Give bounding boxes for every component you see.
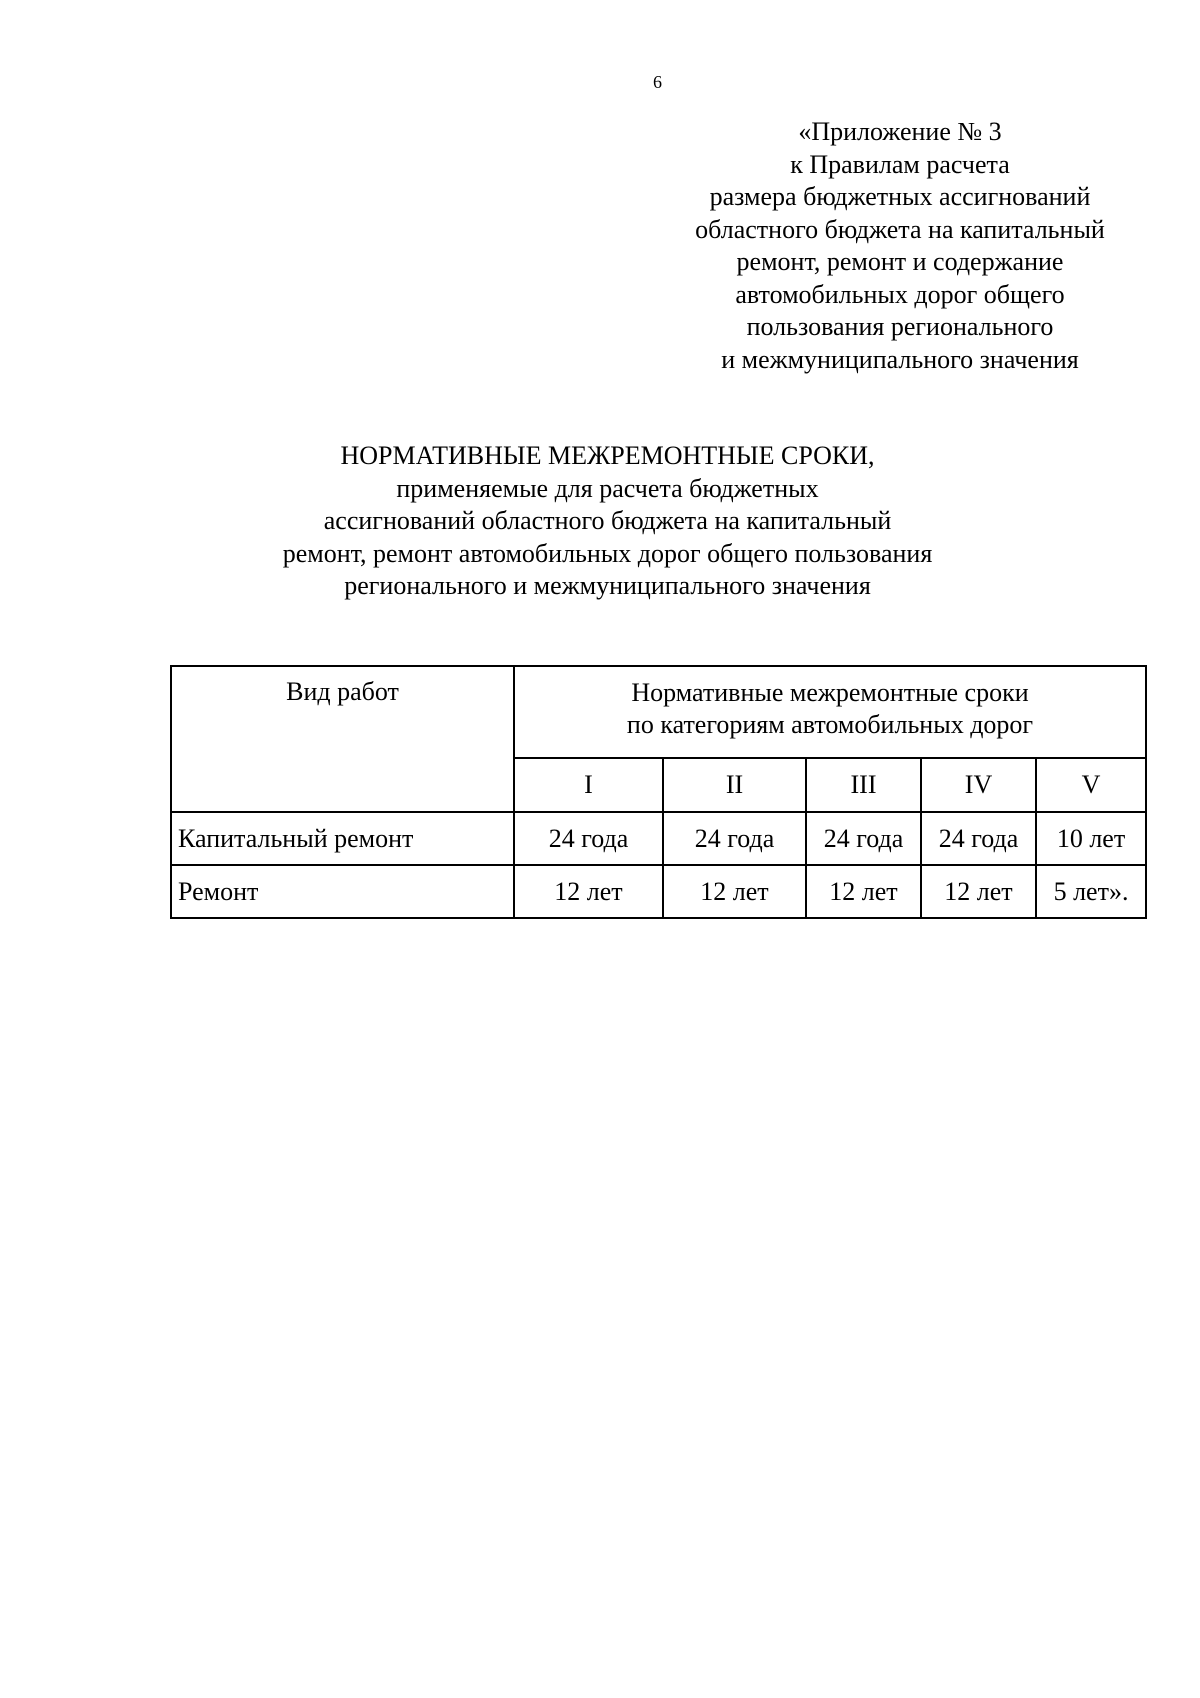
page-number: 6: [653, 72, 662, 92]
appendix-line: размера бюджетных ассигнований: [709, 182, 1091, 211]
header-category-2: II: [663, 758, 806, 812]
header-norm-periods: [514, 666, 1146, 758]
row-work-name: Капитальный ремонт: [171, 812, 514, 865]
table-cell: 24 года: [663, 812, 806, 865]
title-line: регионального и межмуниципального значения: [344, 571, 871, 600]
header-work-type: Вид работ: [171, 666, 514, 812]
table-row: [171, 865, 1146, 918]
header-norm-periods-line2: по категориям автомобильных дорог: [626, 710, 1034, 739]
appendix-line: автомобильных дорог общего: [735, 279, 1065, 309]
norms-table: [170, 665, 1147, 919]
appendix-line: ремонт, ремонт и содержание: [736, 247, 1064, 276]
header-category-1: I: [514, 758, 663, 812]
table-cell: 12 лет: [514, 865, 663, 918]
title-line: НОРМАТИВНЫЕ МЕЖРЕМОНТНЫЕ СРОКИ,: [340, 441, 875, 470]
row-work-name: Ремонт: [171, 865, 514, 918]
table-cell: 12 лет: [806, 865, 921, 918]
header-norm-periods-line1: Нормативные межремонтные сроки: [631, 678, 1029, 707]
table-row: [171, 812, 1146, 865]
table-cell: 24 года: [514, 812, 663, 865]
appendix-line: к Правилам расчета: [790, 149, 1010, 179]
table-cell: 12 лет: [921, 865, 1036, 918]
table-cell: 10 лет: [1036, 812, 1146, 865]
table-cell: 24 года: [806, 812, 921, 865]
title-line: ремонт, ремонт автомобильных дорог общего пользования: [282, 538, 933, 568]
table-cell: 12 лет: [663, 865, 806, 918]
appendix-line: пользования регионального: [746, 312, 1054, 341]
header-category-3: III: [806, 758, 921, 812]
header-category-5: V: [1036, 758, 1146, 812]
appendix-header: [665, 116, 1135, 376]
table-cell: 5 лет».: [1036, 865, 1146, 918]
document-title: [250, 440, 965, 603]
table-cell: 24 года: [921, 812, 1036, 865]
header-category-4: IV: [921, 758, 1036, 812]
appendix-line: областного бюджета на капитальный: [695, 214, 1105, 244]
appendix-line: и межмуниципального значения: [721, 344, 1079, 374]
title-line: применяемые для расчета бюджетных: [396, 473, 819, 503]
appendix-line: «Приложение № 3: [798, 117, 1002, 146]
title-line: ассигнований областного бюджета на капитальный: [323, 506, 892, 535]
